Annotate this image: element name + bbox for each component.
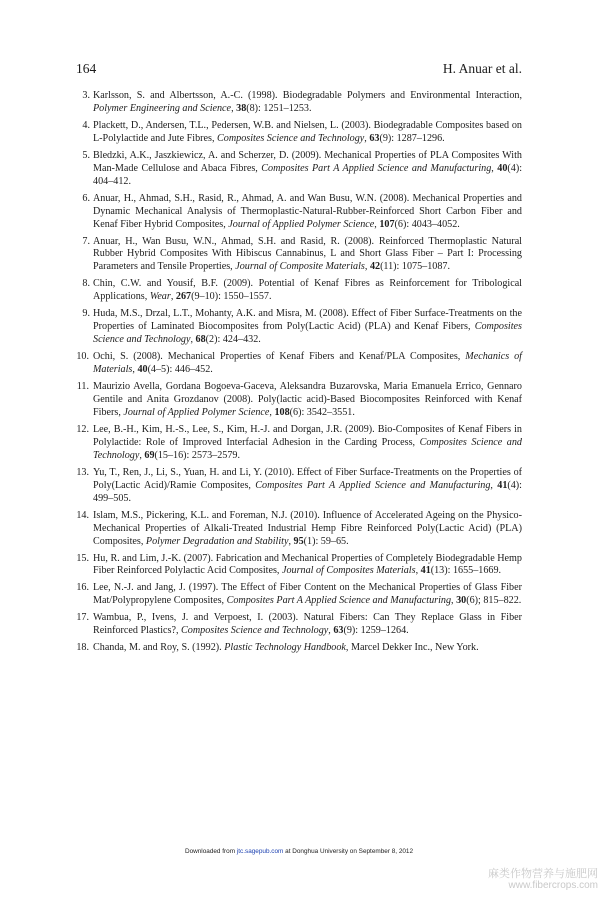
- reference-item: [76, 308, 522, 347]
- reference-text: (9): 1259–1264.: [343, 625, 409, 637]
- reference-text: (6): 3542–3551.: [289, 406, 355, 418]
- reference-text: (6): 4043–4052.: [394, 218, 460, 230]
- watermark: [468, 868, 598, 891]
- reference-source: Composites Science and Technology: [93, 436, 522, 461]
- reference-volume: 68: [195, 334, 206, 346]
- reference-source: Journal of Applied Polymer Science: [123, 406, 270, 418]
- page-number: 164: [76, 61, 97, 76]
- reference-item: [76, 642, 522, 655]
- reference-text: (1): 59–65.: [303, 535, 349, 547]
- reference-text: Chanda, M. and Roy, S. (1992).: [93, 642, 225, 654]
- reference-number: 16.: [76, 582, 89, 594]
- reference-text: Maurizio Avella, Gordana Bogoeva-Gaceva, Aleksandra Buzarovska, Maria Emanuela Errico, Gennaro Gentile and Anita Grozdanov (2008). Poly(lactic acid)-Based Biocomposites Reinforced with Kenaf Fibers,: [93, 381, 522, 418]
- reference-volume: 63: [369, 132, 380, 144]
- reference-volume: 38: [236, 102, 247, 114]
- page-header: [76, 61, 522, 77]
- reference-text: Plackett, D., Andersen, T.L., Pedersen, W.B. and Nielsen, L. (2003). Biodegradable Composites based on L-Polylactide and Jute Fibres,: [93, 119, 522, 144]
- reference-text: (9): 1287–1296.: [379, 132, 445, 144]
- reference-item: [76, 351, 522, 377]
- reference-number: 13.: [76, 466, 89, 478]
- reference-text: ,: [231, 102, 237, 114]
- reference-volume: 42: [369, 261, 381, 273]
- reference-text: Ochi, S. (2008). Mechanical Properties of Kenaf Fibers and Kenaf/PLA Composites,: [93, 351, 466, 363]
- reference-number: 3.: [82, 90, 90, 101]
- watermark-cn: 麻类作物营养与施肥网: [488, 867, 598, 880]
- reference-volume: 267: [175, 291, 192, 303]
- reference-number: 5.: [82, 149, 90, 161]
- watermark-url: www.fibercrops.com: [508, 880, 598, 891]
- reference-source: Plastic Technology Handbook: [224, 642, 346, 654]
- reference-item: [76, 120, 522, 146]
- reference-text: ,: [374, 218, 380, 230]
- reference-text: ,: [170, 291, 176, 303]
- reference-text: Hu, R. and Lim, J.-K. (2007). Fabrication and Mechanical Properties of Completely Biodegradable Hemp Fiber Reinforced Polylactic Acid Composites,: [93, 552, 522, 577]
- footer-suffix: at Donghua University on September 8, 2012: [283, 848, 414, 855]
- reference-text: (2): 424–432.: [205, 334, 261, 346]
- reference-source: Journal of Composite Materials: [235, 261, 365, 273]
- reference-text: Lee, N.-J. and Jang, J. (1997). The Effect of Fiber Content on the Mechanical Properties of Glass Fiber Mat/Polypropylene Composites,: [93, 582, 522, 607]
- reference-item: [76, 150, 522, 189]
- reference-text: Anuar, H., Ahmad, S.H., Rasid, R., Ahmad, A. and Wan Busu, W.N. (2008). Mechanical Properties and Dynamic Mechanical Analysis of Thermoplastic-Natural-Rubber-Reinforced Short Carbon Fiber and Kenaf Fiber Hybrid Composites,: [93, 192, 522, 230]
- reference-source: Composites Science and Technology: [181, 625, 329, 637]
- reference-text: Wambua, P., Ivens, J. and Verpoest, I. (2003). Natural Fibers: Can They Replace Glass in Fiber Reinforced Plastics?,: [93, 612, 522, 637]
- reference-number: 14.: [76, 509, 89, 521]
- reference-text: ,: [288, 535, 294, 547]
- reference-text: Karlsson, S. and Albertsson, A.-C. (1998). Biodegradable Polymers and Environmental Interaction,: [93, 90, 522, 101]
- reference-source: Composites Science and Technology: [93, 321, 522, 346]
- reference-volume: 41: [497, 479, 508, 491]
- download-footer: [0, 848, 598, 855]
- reference-text: ,: [328, 625, 334, 637]
- reference-item: [76, 193, 522, 232]
- reference-text: ,: [490, 479, 498, 491]
- reference-number: 17.: [76, 612, 89, 624]
- reference-text: Yu, T., Ren, J., Li, S., Yuan, H. and Li, Y. (2010). Effect of Fiber Surface-Treatments on the Properties of Poly(Lactic Acid)/Ramie Composites,: [93, 466, 522, 491]
- reference-text: Huda, M.S., Drzal, L.T., Mohanty, A.K. and Misra, M. (2008). Effect of Fiber Surface-Treatments on the Properties of Laminated Biocomposites from Poly(Lactic Acid) (PLA) and Kenaf Fibers,: [93, 308, 522, 333]
- running-head: H. Anuar et al.: [442, 61, 522, 76]
- reference-text: (4): 404–412.: [93, 162, 523, 187]
- reference-item: [76, 278, 522, 304]
- reference-text: (8): 1251–1253.: [246, 102, 312, 114]
- reference-text: (13): 1655–1669.: [430, 565, 502, 577]
- reference-item: [76, 381, 522, 420]
- reference-text: Lee, B.-H., Kim, H.-S., Lee, S., Kim, H.-J. and Dorgan, J.R. (2009). Bio-Composites of Kenaf Fibers in Polylactide: Role of Improved Interfacial Adhesion in the Carding Process,: [93, 423, 522, 448]
- reference-source: Mechanics of Materials: [93, 351, 522, 376]
- reference-number: 12.: [76, 423, 89, 435]
- reference-item: [76, 582, 522, 608]
- reference-text: (6); 815–822.: [466, 595, 522, 607]
- reference-source: Journal of Composites Materials: [281, 565, 416, 577]
- reference-source: Polymer Degradation and Stability: [145, 535, 289, 547]
- reference-text: Chin, C.W. and Yousif, B.F. (2009). Potential of Kenaf Fibres as Reinforcement for Tribological Applications,: [93, 278, 522, 303]
- reference-number: 11.: [76, 381, 89, 393]
- reference-number: 18.: [76, 642, 89, 654]
- reference-volume: 30: [456, 595, 467, 607]
- footer-prefix: Downloaded from: [184, 848, 237, 855]
- reference-volume: 108: [274, 406, 290, 418]
- reference-number: 9.: [82, 308, 90, 320]
- reference-text: ,: [190, 334, 196, 346]
- reference-text: Anuar, H., Wan Busu, W.N., Ahmad, S.H. and Rasid, R. (2008). Reinforced Thermoplastic Natural Rubber Hybrid Composites With Hibiscus Cannabinus, L and Short Glass Fiber – Part I: Processing Parameters and Tensile Properties,: [93, 235, 522, 273]
- reference-text: ,: [139, 449, 145, 461]
- reference-volume: 95: [293, 535, 304, 547]
- reference-number: 4.: [82, 119, 90, 131]
- reference-text: ,: [364, 132, 370, 144]
- reference-number: 8.: [82, 278, 90, 290]
- reference-number: 6.: [82, 192, 90, 204]
- reference-source: Wear: [149, 291, 171, 303]
- reference-item: [76, 236, 522, 275]
- reference-source: Journal of Applied Polymer Science: [228, 218, 375, 230]
- reference-text: (9–10): 1550–1557.: [191, 291, 272, 303]
- reference-item: [76, 424, 522, 463]
- reference-text: (11): 1075–1087.: [380, 261, 450, 273]
- reference-number: 15.: [76, 552, 89, 564]
- reference-item: [76, 612, 522, 638]
- reference-source: Composites Part A Applied Science and Manufacturing: [226, 595, 452, 607]
- reference-text: , Marcel Dekker Inc., New York.: [345, 642, 479, 654]
- reference-volume: 40: [137, 364, 148, 376]
- reference-list: [76, 90, 522, 659]
- reference-text: ,: [451, 595, 457, 607]
- reference-source: Composites Part A Applied Science and Manufacturing: [261, 162, 492, 174]
- reference-volume: 107: [379, 218, 395, 230]
- reference-text: (15–16): 2573–2579.: [154, 449, 240, 461]
- reference-source: Composites Part A Applied Science and Manufacturing: [255, 479, 491, 491]
- reference-text: ,: [491, 162, 498, 174]
- reference-item: [76, 553, 522, 579]
- reference-number: 7.: [82, 235, 90, 247]
- reference-text: ,: [132, 364, 138, 376]
- reference-item: [76, 90, 522, 116]
- reference-item: [76, 467, 522, 506]
- reference-text: ,: [415, 565, 421, 577]
- reference-text: Islam, M.S., Pickering, K.L. and Foreman, N.J. (2010). Influence of Accelerated Ageing on the Physico-Mechanical Properties of Alkali-Treated Industrial Hemp Fibre Reinforced Poly(Lactic Acid) (PLA) Composites,: [93, 509, 522, 547]
- reference-text: Bledzki, A.K., Jaszkiewicz, A. and Scherzer, D. (2009). Mechanical Properties of PLA Composites With Man-Made Cellulose and Abaca Fibres,: [93, 149, 522, 174]
- reference-item: [76, 510, 522, 549]
- reference-volume: 69: [144, 449, 155, 461]
- reference-source: Polymer Engineering and Science: [93, 102, 232, 114]
- reference-text: (4): 499–505.: [93, 479, 522, 504]
- reference-number: 10.: [76, 351, 89, 363]
- footer-link[interactable]: jtc.sagepub.com: [236, 848, 284, 855]
- reference-text: ,: [269, 406, 275, 418]
- reference-volume: 63: [333, 625, 344, 637]
- reference-volume: 40: [497, 162, 508, 174]
- reference-source: Composites Science and Technology: [217, 132, 365, 144]
- reference-text: ,: [364, 261, 370, 273]
- reference-volume: 41: [420, 565, 431, 577]
- reference-text: (4–5): 446–452.: [147, 364, 213, 376]
